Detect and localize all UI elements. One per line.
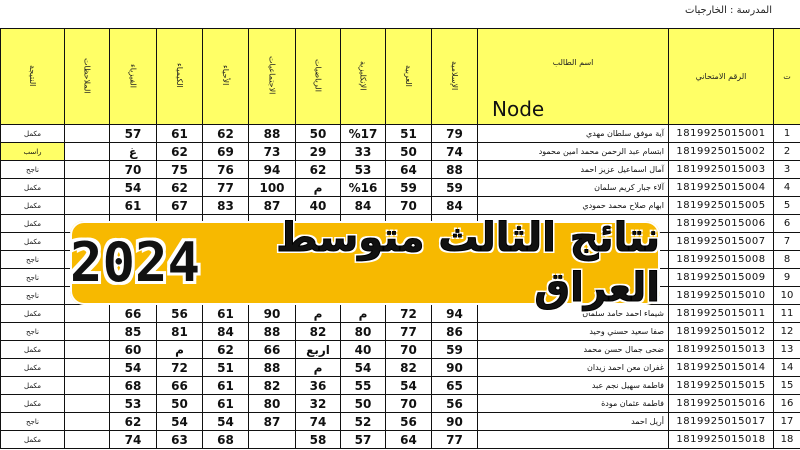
subject-mark: 50 xyxy=(386,143,432,161)
column-header-label: الإنكليزية xyxy=(358,60,368,91)
subject-mark: 72 xyxy=(157,359,203,377)
subject-mark: 80 xyxy=(341,323,386,341)
column-header xyxy=(157,29,203,125)
subject-mark: 62 xyxy=(203,125,249,143)
subject-mark: 54 xyxy=(341,359,386,377)
exam-number: 1819925015009 xyxy=(669,269,774,287)
exam-number: 1819925015002 xyxy=(669,143,774,161)
subject-mark: 77 xyxy=(432,431,478,449)
table-row xyxy=(1,197,800,215)
row-number: 9 xyxy=(774,269,800,287)
note-cell xyxy=(65,395,110,413)
column-header-label: الكيمياء xyxy=(175,63,184,88)
subject-mark: 61 xyxy=(110,197,157,215)
row-number: 11 xyxy=(774,305,800,323)
subject-mark: اربع xyxy=(296,341,341,359)
subject-mark: 51 xyxy=(386,125,432,143)
subject-mark xyxy=(249,431,296,449)
column-header-label: ت xyxy=(783,72,791,81)
subject-mark: 56 xyxy=(386,413,432,431)
student-name: فاطمة سهيل نجم عبد xyxy=(478,377,669,395)
subject-mark: 68 xyxy=(110,377,157,395)
result-status: ناجح xyxy=(1,161,65,179)
subject-mark: 87 xyxy=(249,413,296,431)
subject-mark: 56 xyxy=(157,305,203,323)
table-row xyxy=(1,359,800,377)
subject-mark: 57 xyxy=(341,431,386,449)
subject-mark: 51 xyxy=(203,359,249,377)
subject-mark: 87 xyxy=(249,197,296,215)
note-cell xyxy=(65,341,110,359)
column-header xyxy=(1,29,65,125)
note-cell xyxy=(65,197,110,215)
row-number: 1 xyxy=(774,125,800,143)
student-name: فاطمة عثمان مودة xyxy=(478,395,669,413)
subject-mark: 88 xyxy=(249,125,296,143)
subject-mark: 56 xyxy=(432,395,478,413)
subject-mark: 50 xyxy=(296,125,341,143)
table-row xyxy=(1,143,800,161)
subject-mark: 59 xyxy=(386,179,432,197)
exam-number: 1819925015005 xyxy=(669,197,774,215)
subject-mark: 84 xyxy=(341,197,386,215)
student-name: ابهام صلاح محمد حمودي xyxy=(478,197,669,215)
row-number: 2 xyxy=(774,143,800,161)
subject-mark: 73 xyxy=(249,143,296,161)
row-number: 12 xyxy=(774,323,800,341)
subject-mark: م xyxy=(296,359,341,377)
note-cell xyxy=(65,125,110,143)
table-row xyxy=(1,125,800,143)
subject-mark: 84 xyxy=(203,323,249,341)
student-name xyxy=(478,431,669,449)
note-cell xyxy=(65,431,110,449)
exam-number: 1819925015012 xyxy=(669,323,774,341)
note-cell xyxy=(65,377,110,395)
column-header xyxy=(249,29,296,125)
table-row xyxy=(1,341,800,359)
row-number: 8 xyxy=(774,251,800,269)
subject-mark: 66 xyxy=(157,377,203,395)
subject-mark: 75 xyxy=(157,161,203,179)
subject-mark: 53 xyxy=(341,161,386,179)
subject-mark: 85 xyxy=(110,323,157,341)
row-number: 16 xyxy=(774,395,800,413)
subject-mark: 40 xyxy=(296,197,341,215)
subject-mark: 84 xyxy=(432,197,478,215)
result-status: مكمل xyxy=(1,377,65,395)
row-number: 18 xyxy=(774,431,800,449)
subject-mark: 59 xyxy=(432,179,478,197)
result-status: مكمل xyxy=(1,395,65,413)
result-status: ناجح xyxy=(1,323,65,341)
student-name: ابتسام عبد الرحمن محمد امين محمود xyxy=(478,143,669,161)
subject-mark: 90 xyxy=(432,359,478,377)
subject-mark: 82 xyxy=(386,359,432,377)
subject-mark: 29 xyxy=(296,143,341,161)
note-cell xyxy=(65,161,110,179)
subject-mark: 70 xyxy=(386,197,432,215)
row-number: 10 xyxy=(774,287,800,305)
result-status: راسب xyxy=(1,143,65,161)
table-row xyxy=(1,377,800,395)
subject-mark: 80 xyxy=(249,395,296,413)
subject-mark: 90 xyxy=(432,413,478,431)
subject-mark: م xyxy=(296,305,341,323)
result-status: مكمل xyxy=(1,179,65,197)
result-status: ناجح xyxy=(1,287,65,305)
result-status: مكمل xyxy=(1,233,65,251)
column-header-label: الأحياء xyxy=(221,65,230,86)
subject-mark: 54 xyxy=(157,413,203,431)
column-header xyxy=(203,29,249,125)
subject-mark: 54 xyxy=(110,179,157,197)
subject-mark: 62 xyxy=(296,161,341,179)
exam-number: 1819925015018 xyxy=(669,431,774,449)
exam-number: 1819925015017 xyxy=(669,413,774,431)
exam-number: 1819925015008 xyxy=(669,251,774,269)
result-status: مكمل xyxy=(1,359,65,377)
result-status: ناجح xyxy=(1,413,65,431)
subject-mark: 66 xyxy=(110,305,157,323)
table-row xyxy=(1,161,800,179)
exam-number: 1819925015014 xyxy=(669,359,774,377)
subject-mark: 86 xyxy=(432,323,478,341)
subject-mark: 58 xyxy=(296,431,341,449)
subject-mark: 55 xyxy=(341,377,386,395)
note-cell xyxy=(65,305,110,323)
exam-number: 1819925015006 xyxy=(669,215,774,233)
result-status: مكمل xyxy=(1,431,65,449)
column-header-label: النتيجة xyxy=(28,64,37,87)
table-row xyxy=(1,413,800,431)
subject-mark: 82 xyxy=(296,323,341,341)
subject-mark: 74 xyxy=(110,431,157,449)
student-name: أريل احمد xyxy=(478,413,669,431)
note-cell xyxy=(65,413,110,431)
subject-mark: 83 xyxy=(203,197,249,215)
subject-mark: 61 xyxy=(157,125,203,143)
subject-mark: 76 xyxy=(203,161,249,179)
subject-mark: 70 xyxy=(386,341,432,359)
row-number: 3 xyxy=(774,161,800,179)
subject-mark: 50 xyxy=(157,395,203,413)
exam-number: 1819925015016 xyxy=(669,395,774,413)
subject-mark: %17 xyxy=(341,125,386,143)
column-header-label: اسم الطالب xyxy=(552,58,594,67)
result-status: مكمل xyxy=(1,197,65,215)
column-header-label: الرياضيات xyxy=(313,59,323,92)
row-number: 14 xyxy=(774,359,800,377)
column-header-label: الرقم الامتحاني xyxy=(695,72,747,81)
subject-mark: 81 xyxy=(157,323,203,341)
subject-mark: 72 xyxy=(386,305,432,323)
result-status: مكمل xyxy=(1,341,65,359)
subject-mark: 66 xyxy=(249,341,296,359)
subject-mark: 52 xyxy=(341,413,386,431)
school-label: المدرسة : الخارجيات xyxy=(685,5,772,16)
exam-number: 1819925015010 xyxy=(669,287,774,305)
subject-mark: 64 xyxy=(386,161,432,179)
subject-mark: 68 xyxy=(203,431,249,449)
student-name: آمال اسماعيل عزيز احمد xyxy=(478,161,669,179)
table-row xyxy=(1,395,800,413)
student-name: آلاء جبار كريم سلمان xyxy=(478,179,669,197)
exam-number: 1819925015011 xyxy=(669,305,774,323)
subject-mark: 88 xyxy=(432,161,478,179)
table-row xyxy=(1,323,800,341)
subject-mark: 62 xyxy=(203,341,249,359)
subject-mark: 67 xyxy=(157,197,203,215)
note-cell xyxy=(65,179,110,197)
exam-number: 1819925015015 xyxy=(669,377,774,395)
overlay-label: Node xyxy=(492,97,545,121)
student-name: غفران معن احمد زيدان xyxy=(478,359,669,377)
column-header xyxy=(110,29,157,125)
subject-mark: 36 xyxy=(296,377,341,395)
column-header xyxy=(669,29,774,125)
row-number: 4 xyxy=(774,179,800,197)
banner-year: 2024 xyxy=(70,231,201,294)
exam-number: 1819925015001 xyxy=(669,125,774,143)
subject-mark: 88 xyxy=(249,323,296,341)
subject-mark: 94 xyxy=(432,305,478,323)
student-name: آية موفق سلطان مهدي xyxy=(478,125,669,143)
subject-mark: 62 xyxy=(110,413,157,431)
row-number: 6 xyxy=(774,215,800,233)
exam-number: 1819925015004 xyxy=(669,179,774,197)
subject-mark: 88 xyxy=(249,359,296,377)
subject-mark: 62 xyxy=(157,179,203,197)
subject-mark: 50 xyxy=(341,395,386,413)
subject-mark: 94 xyxy=(249,161,296,179)
table-row xyxy=(1,179,800,197)
subject-mark: 54 xyxy=(110,359,157,377)
subject-mark: 69 xyxy=(203,143,249,161)
subject-mark: 62 xyxy=(157,143,203,161)
subject-mark: 61 xyxy=(203,305,249,323)
column-header xyxy=(65,29,110,125)
result-status: مكمل xyxy=(1,215,65,233)
column-header xyxy=(386,29,432,125)
table-row xyxy=(1,431,800,449)
subject-mark: 61 xyxy=(203,395,249,413)
exam-number: 1819925015003 xyxy=(669,161,774,179)
note-cell xyxy=(65,143,110,161)
column-header-label: الإسلامية xyxy=(450,60,459,91)
result-status: مكمل xyxy=(1,125,65,143)
exam-number: 1819925015013 xyxy=(669,341,774,359)
subject-mark: م xyxy=(296,179,341,197)
student-name: شيماء احمد حامد سلمان xyxy=(478,305,669,323)
subject-mark: 61 xyxy=(203,377,249,395)
subject-mark: 40 xyxy=(341,341,386,359)
subject-mark: 57 xyxy=(110,125,157,143)
column-header-label: الملاحظات xyxy=(82,57,92,94)
subject-mark: 54 xyxy=(386,377,432,395)
subject-mark: 63 xyxy=(157,431,203,449)
subject-mark: 77 xyxy=(203,179,249,197)
subject-mark: غ xyxy=(110,143,157,161)
subject-mark: 82 xyxy=(249,377,296,395)
exam-number: 1819925015007 xyxy=(669,233,774,251)
row-number: 17 xyxy=(774,413,800,431)
student-name: صفا سعيد حسني وحيد xyxy=(478,323,669,341)
row-number: 15 xyxy=(774,377,800,395)
subject-mark: 53 xyxy=(110,395,157,413)
subject-mark: 100 xyxy=(249,179,296,197)
student-name: ضحى جمال حسن محمد xyxy=(478,341,669,359)
column-header xyxy=(432,29,478,125)
subject-mark: %16 xyxy=(341,179,386,197)
subject-mark: 79 xyxy=(432,125,478,143)
subject-mark: 64 xyxy=(386,431,432,449)
subject-mark: 33 xyxy=(341,143,386,161)
subject-mark: 70 xyxy=(386,395,432,413)
subject-mark: 65 xyxy=(432,377,478,395)
subject-mark: 32 xyxy=(296,395,341,413)
banner-title: نتائج الثالث متوسط العراق xyxy=(276,215,660,311)
column-header-label: العربية xyxy=(404,64,413,87)
note-cell xyxy=(65,323,110,341)
subject-mark: م xyxy=(341,305,386,323)
column-header xyxy=(296,29,341,125)
row-number: 7 xyxy=(774,233,800,251)
subject-mark: 77 xyxy=(386,323,432,341)
subject-mark: 70 xyxy=(110,161,157,179)
column-header xyxy=(341,29,386,125)
subject-mark: م xyxy=(157,341,203,359)
note-cell xyxy=(65,359,110,377)
row-number: 5 xyxy=(774,197,800,215)
result-status: ناجح xyxy=(1,269,65,287)
column-header xyxy=(774,29,800,125)
subject-mark: 74 xyxy=(432,143,478,161)
subject-mark: 74 xyxy=(296,413,341,431)
title-banner xyxy=(70,215,660,311)
subject-mark: 54 xyxy=(203,413,249,431)
column-header-label: الفيزياء xyxy=(128,63,138,88)
table-header xyxy=(1,29,800,125)
column-header-label: الاجتماعيات xyxy=(267,56,277,95)
row-number: 13 xyxy=(774,341,800,359)
subject-mark: 90 xyxy=(249,305,296,323)
result-status: ناجح xyxy=(1,251,65,269)
subject-mark: 59 xyxy=(432,341,478,359)
result-status: مكمل xyxy=(1,305,65,323)
subject-mark: 60 xyxy=(110,341,157,359)
